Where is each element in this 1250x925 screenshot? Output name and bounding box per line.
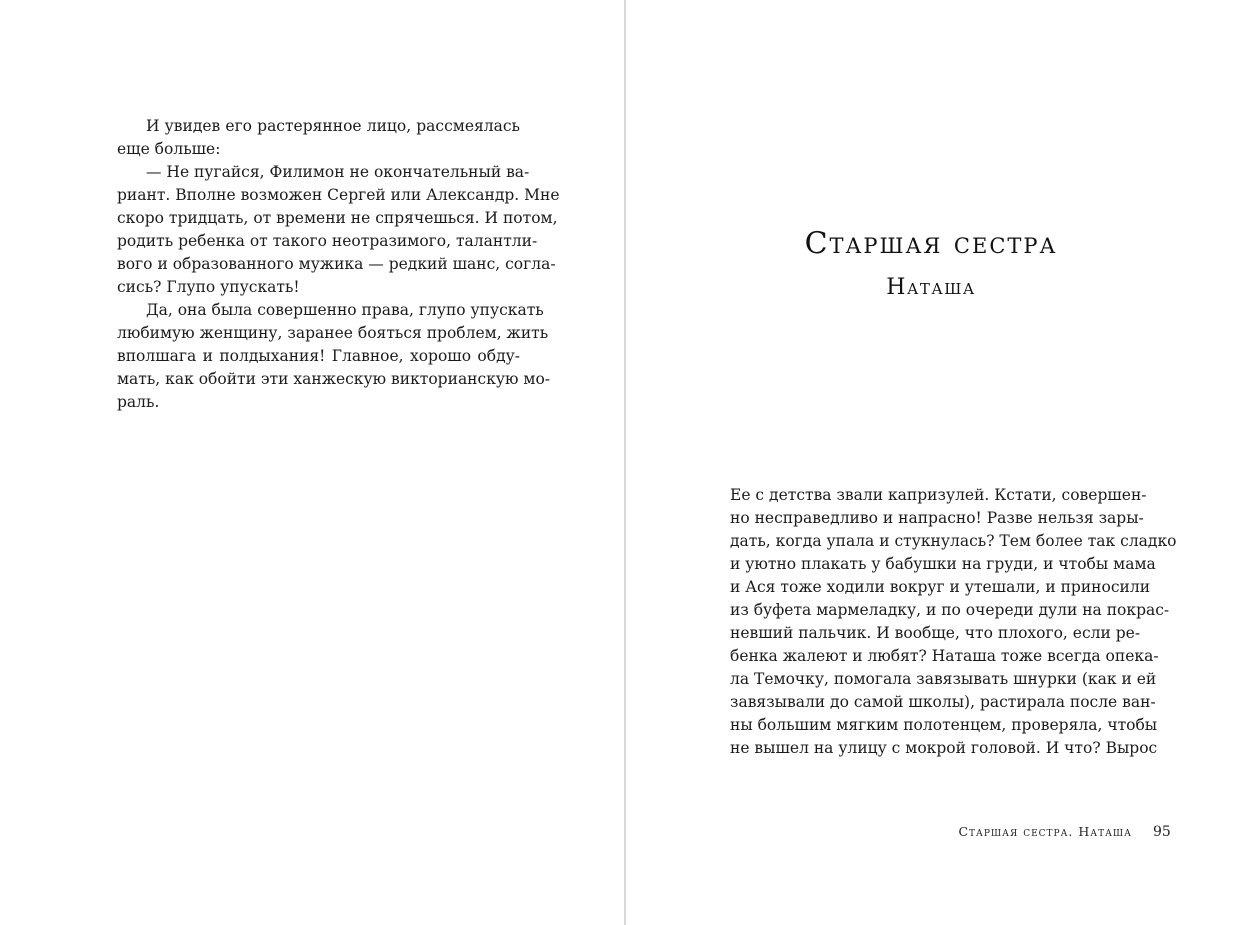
body-text-line: риант. Вполне возможен Сергей или Александр. Мне [117,186,560,204]
dialogue-line: — Не пугайся, Филимон не окончательный ва- [146,163,530,181]
body-text-line: раль. [117,393,160,411]
body-text-line: Да, она была совершенно права, глупо упускать [146,301,544,319]
body-text-line: скоро тридцать, от времени не спрячешься. И потом, [117,209,558,227]
body-text-line: вого и образованного мужика — редкий шанс, согла- [117,255,556,273]
body-text-line: И увидев его растерянное лицо, рассмеялась [146,117,520,135]
body-text-line: невший пальчик. И вообще, что плохого, если ре- [730,624,1141,642]
body-text-line: любимую женщину, заранее бояться проблем, жить [117,324,549,342]
body-text-line: вполшага и полдыхания! Главное, хорошо обду- [117,347,520,365]
chapter-title: Старшая сестра [804,226,1058,261]
body-text-line: ны большим мягким полотенцем, проверяла, чтобы [730,716,1158,734]
right-page [626,0,1250,925]
body-text-line: дать, когда упала и стукнулась? Тем более так сладко [730,532,1177,550]
left-page [0,0,624,925]
body-text-line: и уютно плакать у бабушки на груди, и чтобы мама [730,555,1156,573]
body-text-line: Ее с детства звали капризулей. Кстати, совершен- [730,486,1147,504]
body-text-line: сись? Глупо упускать! [117,278,300,296]
body-text-line: родить ребенка от такого неотразимого, талантли- [117,232,538,250]
body-text-line: мать, как обойти эти ханжескую викторианскую мо- [117,370,551,388]
body-text-line: еще больше: [117,140,221,158]
body-text-line: бенка жалеют и любят? Наташа тоже всегда опека- [730,647,1159,665]
body-text-line: из буфета мармеладку, и по очереди дули на покрас- [730,601,1170,619]
body-text-line: завязывали до самой школы), растирала после ван- [730,693,1156,711]
body-text-line: но несправедливо и напрасно! Разве нельзя зары- [730,509,1144,527]
body-text-line: и Ася тоже ходили вокруг и утешали, и приносили [730,578,1151,596]
chapter-subtitle: Наташа [886,275,976,300]
body-text-line: ла Темочку, помогала завязывать шнурки (как и ей [730,670,1157,688]
page-number: 95 [1153,824,1171,840]
body-text-line: не вышел на улицу с мокрой головой. И что? Вырос [730,739,1158,757]
running-head: Старшая сестра. Наташа [958,824,1132,839]
